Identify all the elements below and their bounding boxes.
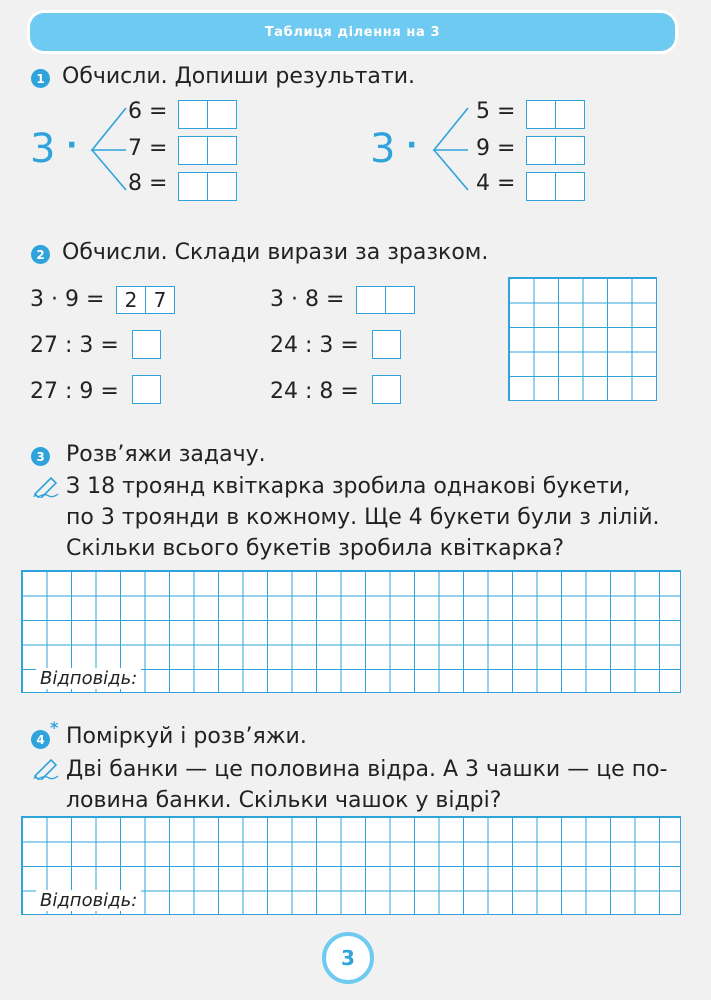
task-1-right-answer-2[interactable]	[526, 136, 585, 165]
task-2-left-answer-3[interactable]	[132, 375, 161, 404]
task-1-left-row-1: 6 =	[128, 99, 168, 124]
task-4-instruction: Поміркуй і розв’яжи.	[66, 724, 307, 749]
task-2-sample-answer	[116, 286, 175, 314]
task-2-right-expr-1: 3 · 8 =	[270, 287, 345, 312]
task-2-left-answer-2[interactable]	[132, 330, 161, 359]
task-1-left-dot: ·	[66, 128, 78, 163]
task-1-instruction: Обчисли. Допиши результати.	[62, 64, 416, 89]
task-1-right-branch	[430, 104, 470, 196]
task-2-left-expr-2: 27 : 3 =	[30, 333, 119, 358]
task-2-work-grid[interactable]	[508, 277, 657, 401]
task-4-line-1: Дві банки — це половина відра. А 3 чашки — це по-	[66, 757, 668, 782]
task-3-line-3: Скільки всього букетів зробила квіткарка?	[66, 536, 565, 561]
page-number: 3	[322, 932, 374, 984]
task-1-right-row-3: 4 =	[476, 171, 516, 196]
task-2-right-expr-2: 24 : 3 =	[270, 333, 359, 358]
task-4-line-2: ловина банки. Скільки чашок у відрі?	[66, 788, 502, 813]
task-1-left-answer-1[interactable]	[178, 100, 237, 129]
task-3-number: 3	[31, 447, 50, 466]
pencil-icon	[31, 476, 59, 498]
task-3-line-2: по 3 троянди в кожному. Ще 4 букети були з лілій.	[66, 505, 660, 530]
task-4-answer-label: Відповідь:	[36, 890, 141, 911]
task-2-left-expr-1: 3 · 9 =	[30, 287, 105, 312]
task-1-left-base: 3	[30, 126, 56, 172]
pencil-icon	[31, 758, 59, 780]
task-2-left-expr-3: 27 : 9 =	[30, 379, 119, 404]
task-2-instruction: Обчисли. Склади вирази за зразком.	[62, 240, 489, 265]
task-2-sample-digit-1: 2	[124, 288, 138, 312]
page-title: Таблиця ділення на 3	[264, 24, 441, 40]
task-1-left-row-3: 8 =	[128, 171, 168, 196]
task-3-answer-label: Відповідь:	[36, 668, 141, 689]
task-4-number: 4	[31, 730, 50, 749]
task-1-left-answer-3[interactable]	[178, 172, 237, 201]
task-2-right-answer-3[interactable]	[372, 375, 401, 404]
task-1-right-answer-1[interactable]	[526, 100, 585, 129]
task-1-right-base: 3	[370, 126, 396, 172]
task-3-line-1: З 18 троянд квіткарка зробила однакові букети,	[66, 474, 631, 499]
task-1-left-branch	[88, 104, 128, 196]
task-1-right-row-2: 9 =	[476, 136, 516, 161]
task-1-right-row-1: 5 =	[476, 99, 516, 124]
task-1-number: 1	[31, 69, 50, 88]
task-2-right-answer-1[interactable]	[356, 286, 415, 314]
task-2-right-answer-2[interactable]	[372, 330, 401, 359]
task-1-left-row-2: 7 =	[128, 136, 168, 161]
task-4-star: *	[50, 718, 59, 737]
task-1-left-answer-2[interactable]	[178, 136, 237, 165]
task-1-right-answer-3[interactable]	[526, 172, 585, 201]
task-2-right-expr-3: 24 : 8 =	[270, 379, 359, 404]
task-1-right-dot: ·	[406, 128, 418, 163]
task-2-number: 2	[31, 245, 50, 264]
task-3-instruction: Розв’яжи задачу.	[66, 442, 266, 467]
task-2-sample-digit-2: 7	[145, 287, 174, 313]
title-banner	[30, 13, 675, 51]
